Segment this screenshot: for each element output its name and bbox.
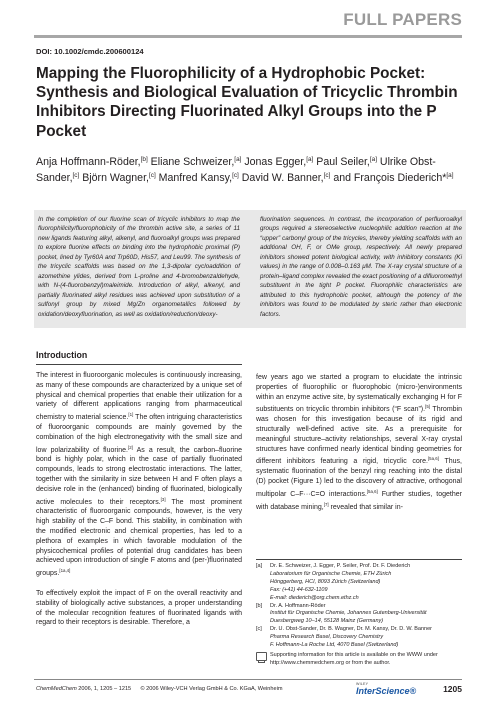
affiliation-entry [256,626,466,650]
citation-ref[interactable]: [5] [425,404,430,410]
section-heading: Introduction [36,350,88,360]
author-name: Anja Hoffmann-Röder, [36,156,141,168]
affiliation-line: Hönggerberg, HCI, 8093 Zürich (Switzerland) [270,578,381,585]
footer-citation [36,686,283,692]
interscience-logo[interactable] [356,682,417,696]
author-name: Björn Wagner, [79,172,149,185]
author-name: Jonas Egger, [241,156,307,168]
affiliation-label: [b] [256,602,263,609]
affiliation-mark[interactable]: [a] [446,172,454,180]
body-column-right [256,373,462,512]
interscience-wordmark: InterScience® [356,686,417,696]
affiliation-line: Pharma Research Basel, Discovery Chemistry [270,634,384,641]
header-rule [34,35,462,38]
affiliation-line: Dr. A. Hoffmann-Röder [270,602,326,609]
affiliation-mark[interactable]: [a] [369,156,377,163]
affiliation-label: [a] [256,563,263,569]
page-number: 1205 [443,684,462,694]
abstract-box [34,210,466,328]
article-title-text: Mapping the Fluorophilicity of a Hydrophobic Pocket: Synthesis and Biological Evaluation of Tricyclic Thrombin Inhibitors Directing Fluorinated Alkyl Groups into the P Pocket [36,65,458,140]
affiliation-mark[interactable]: [a] [306,156,314,163]
author-name: Paul Seiler, [313,156,370,168]
affiliation-text [270,563,466,603]
paragraph [36,589,242,628]
computer-icon [256,652,267,661]
footer-rule [34,679,462,680]
abstract-column-2: fluorination sequences. In contrast, the incorporation of perfluoroalkyl groups required a stereoselective nucleophilic addition reaction at the “upper” carbonyl group of the tricycles, thereby yielding scaffolds with an additional OH, F, or OMe group, respectively. All newly prepared inhibitors showed potent biological activity, with inhibitory constants (Ki values) in the range of 0.008–0.163 μM. The X-ray crystal structure of a protein–ligand complex revealed the exact positioning of a difluoromethyl substituent in the tight P pocket. Fluorophilic characteristics are attributed to this hydrophobic pocket, although the potency of the inhibitors was found to be modulated by steric rather than electronic factors. [260,216,462,318]
doi: DOI: 10.1002/cmdc.200600124 [36,47,144,56]
text-run: The most prominent characteristic of fluoroorganic compounds, however, is the very high stability of the C–F bond. This stability, in combination with the modified electronic and chemical properties, has led to a plethora of examples in which favorable modulation of the physicochemical profiles of potential drug candidates has been achieved upon introduction of single F atoms and (per-)fluorinated groups. [36,498,242,578]
affiliation-mark[interactable]: [b] [140,156,148,163]
affiliation-text [270,603,466,627]
supporting-info-text[interactable]: Supporting information for this article is available on the WWW under http://www.chemmedchem.org or from the author. [270,651,438,666]
affiliation-line: F. Hoffmann-La Roche Ltd, 4070 Basel (Switzerland) [270,642,399,649]
affiliation-mark[interactable]: [a] [234,156,242,163]
affiliation-line: Dr. U. Obst-Sander, Dr. B. Wagner, Dr. M. Kansy, Dr. D. W. Banner [270,626,432,633]
text-run: The interest in fluoroorganic molecules is continuously increasing, as many of these compounds are characterized by a unique set of physical and chemical properties that enable their utilization for a variety of different applications ranging from pharmaceutical chemistry to material science. [36,372,242,422]
affiliations [256,563,466,668]
text-run: The often intriguing characteristics of fluoroorganic compounds are mainly governed by the combination of the high electronegativity with the small size and low polarizability of fluorine. [36,414,242,454]
affiliation-line: Duesbergweg 10–14, 55128 Mainz (Germany) [270,618,384,625]
affiliation-rule [256,559,462,560]
paragraph [36,371,242,579]
citation-ref[interactable]: [1] [128,412,134,418]
affiliation-mark[interactable]: [c] [323,172,331,180]
affiliation-line: Fax: (+41) 44-632-1109 [270,586,328,593]
body-column-left [36,371,242,628]
text-run: Thus, systematic fluorination of the benzyl ring reaching into the distal (D) pocket (Figure 1) led to the discovery of attractive, orthogonal multipolar C–F···C=O interactions. [256,458,462,498]
citation-ref[interactable]: [3] [160,496,166,502]
affiliation-line[interactable]: E-mail: diederich@org.chem.ethz.ch [270,594,359,601]
affiliation-mark[interactable]: [c] [72,172,80,180]
copyright: © 2006 Wiley-VCH Verlag GmbH & Co. KGaA, Weinheim [140,686,283,692]
running-header [0,0,496,31]
section-rule [36,364,242,365]
citation-text: 2006, 1, 1205 – 1215 [76,686,132,692]
citation-ref[interactable]: [2] [128,444,133,450]
text-run: Thrombin was chosen for this investigation because of its rigid and structurally well-defined active site. As a prerequisite for meaningful structure–activity relationships, several X-ray crystal structures have confirmed nearly identical binding geometries for different inhibitors featuring a rigid, tricyclic core. [256,406,462,466]
abstract-column-1: In the completion of our fluorine scan of tricyclic inhibitors to map the fluorophilicity/fluorophobicity of the thrombin active site, a series of 11 new ligands featuring alkyl, alkenyl, and fluoroalkyl groups was prepared to explore fluorine effects on binding into the hydrophobic proximal (P) pocket, lined by Tyr60A and Trp60D, His57, and Leu99. The synthesis of the tricyclic scaffolds was based on the 1,3-dipolar cycloaddition of azomethine ylides, derived from L-proline and 4-bromobenzaldehyde, with N-(4-fluorobenzyl)maleimide. Introduction of alkyl, alkenyl, and partially fluorinated alkyl residues was achieved upon substitution of a sulfonyl group by mixed Mg/Zn organometallics followed by oxidation/deoxyfluorination, as well as oxidation/reduction/deoxy- [38,216,240,318]
author-list [36,153,466,185]
citation-ref[interactable]: [5a,6] [366,488,378,494]
affiliation-line: Laboratorium für Organische Chemie, ETH Zürich [270,570,392,577]
author-name: and François Diederich* [330,172,447,185]
affiliation-label: [c] [256,626,262,633]
text-run: As a result, the carbon–fluorine bond is highly polar, which in the case of partially fluorinated compounds, leads to strong electrostatic interactions. The latter, together with the similarity in size between H and F often plays a decisive role in the (enhanced) binding of fluorinated, biologically active molecules to their receptors. [36,446,242,506]
journal-name: ChemMedChem [36,686,77,692]
affiliation-mark[interactable]: [c] [232,172,239,180]
article-title [36,64,466,141]
author-name: David W. Banner, [238,172,324,185]
citation-ref[interactable]: [5a,6] [427,456,439,462]
affiliation-mark[interactable]: [c] [148,172,156,180]
affiliation-line: Institut für Organische Chemie, Johannes Gutenberg-Universität [270,610,427,617]
affiliation-entry [256,563,466,603]
text-run: revealed that similar in- [328,503,403,511]
affiliation-entry [256,603,466,627]
author-name: Eliane Schweizer, [147,156,235,168]
text-run: Further studies, together with database mining, [256,490,462,511]
affiliation-line: Dr. E. Schweizer, J. Egger, P. Seiler, Prof. Dr. F. Diederich [270,563,411,569]
wiley-wordmark: WILEY [356,682,369,686]
text-run: few years ago we started a program to elucidate the intrinsic properties of fluorophilic or fluorophobic (micro-)environments within an enzyme active site, by systematically exchanging H for F substituents on tricyclic thrombin inhibitors (“F scan”). [256,374,462,414]
paragraph [256,373,462,512]
citation-ref[interactable]: [1a,4] [59,568,71,574]
author-name: Ulrike Obst-Sander, [36,156,436,185]
supporting-info [256,652,466,668]
author-name: Manfred Kansy, [155,172,233,185]
section-label: FULL PAPERS [343,10,462,29]
affiliation-text [270,626,466,650]
text-run: To effectively exploit the impact of F on the overall reactivity and stability of biologically active substances, a proper understanding of the molecular recognition features of fluorinated ligands with regard to their receptors is desirable. Therefore, a [36,589,242,627]
citation-ref[interactable]: [7] [323,501,329,507]
